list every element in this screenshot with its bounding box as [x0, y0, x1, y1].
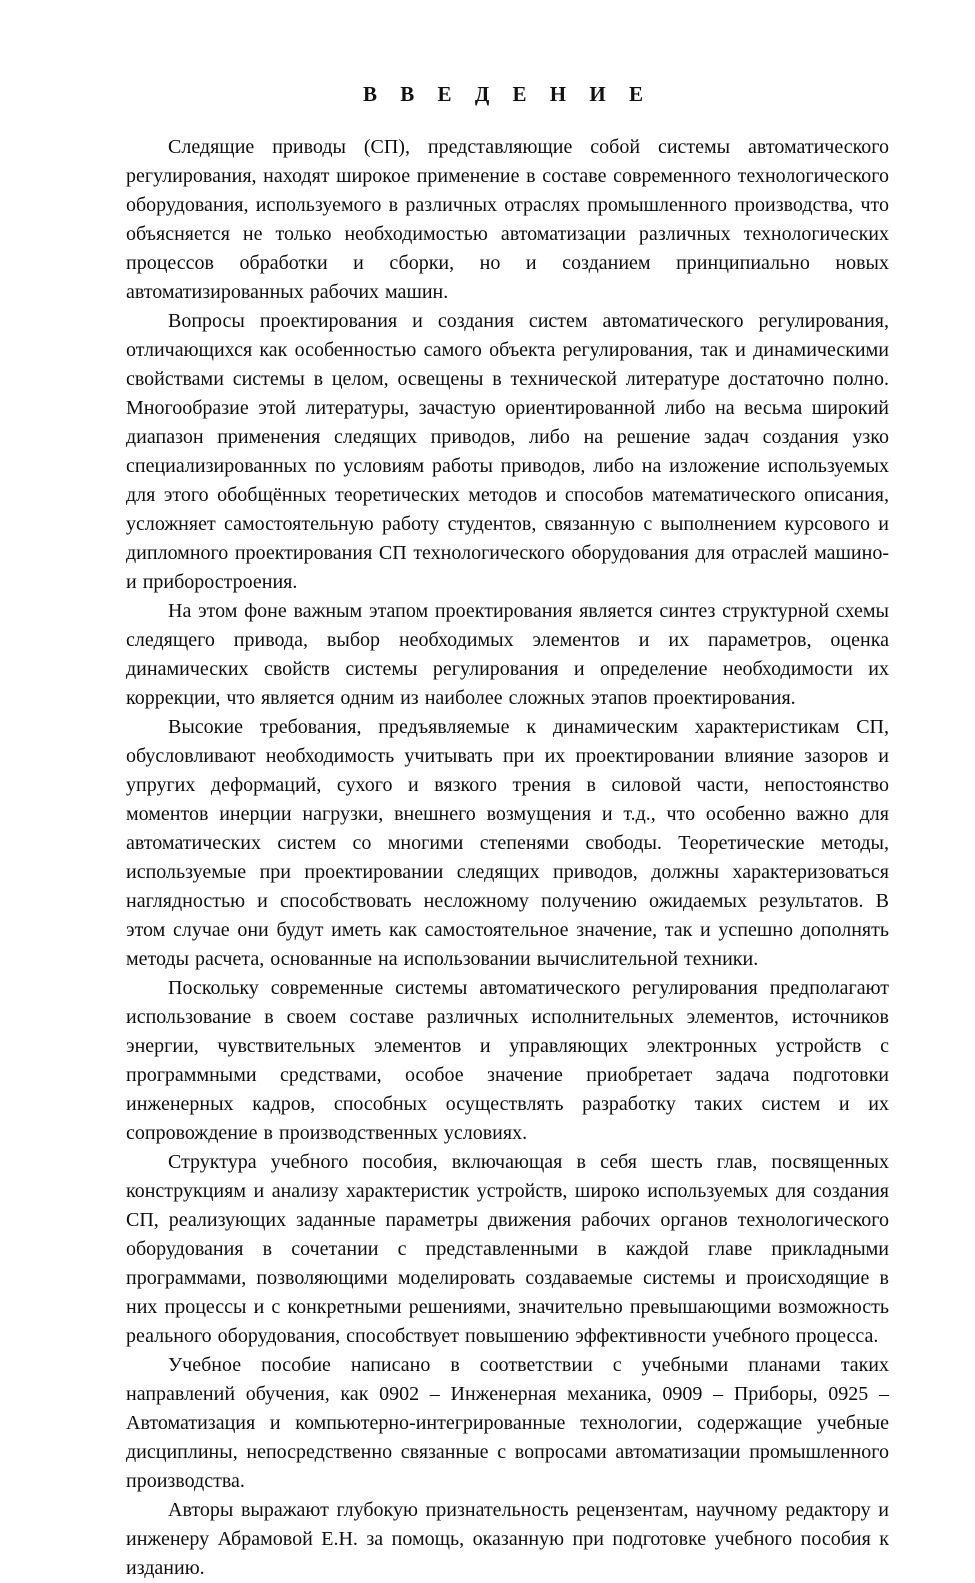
paragraph-high-requirements: Высокие требования, предъявляемые к динамическим характеристикам СП, обусловливают необходимость учитывать при их проектировании влияние зазоров и упругих деформаций, сухого и вязкого трения в силовой части, непостоянство моментов инерции нагрузки, внешнего возмущения и т.д., что особенно важно для автоматических систем со многими степенями свободы. Теоретические методы, используемые при проектировании следящих приводов, должны характеризоваться наглядностью и способствовать несложному получению ожидаемых результатов. В этом случае они будут иметь как самостоятельное значение, так и успешно дополнять методы расчета, основанные на использовании вычислительной техники. [126, 716, 889, 970]
paragraph-synthesis-stage: На этом фоне важным этапом проектирования является синтез структурной схемы следящего привода, выбор необходимых элементов и их параметров, оценка динамических свойств системы регулирования и определение необходимости их коррекции, что является одним из наиболее сложных этапов проектирования. [126, 600, 889, 709]
paragraph-textbook-structure: Структура учебного пособия, включающая в себя шесть глав, посвященных конструкциям и анализу характеристик устройств, широко используемых для создания СП, реализующих заданные параметры движения рабочих органов технологического оборудования в сочетании с представленными в каждой главе прикладными программами, позволяющими моделировать создаваемые системы и происходящие в них процессы и с конкретными решениями, значительно превышающими возможность реального оборудования, способствует повышению эффективности учебного процесса. [126, 1151, 889, 1347]
paragraph-modern-systems: Поскольку современные системы автоматического регулирования предполагают использование в своем составе различных исполнительных элементов, источников энергии, чувствительных элементов и управляющих электронных устройств с программными средствами, особое значение приобретает задача подготовки инженерных кадров, способных осуществлять разработку таких систем и их сопровождение в производственных условиях. [126, 977, 889, 1144]
paragraph-acknowledgements: Авторы выражают глубокую признательность рецензентам, научному редактору и инженеру Абрамовой Е.Н. за помощь, оказанную при подготовке учебного пособия к изданию. [126, 1499, 889, 1579]
paragraph-design-questions: Вопросы проектирования и создания систем автоматического регулирования, отличающихся как особенностью самого объекта регулирования, так и динамическими свойствами системы в целом, освещены в технической литературе достаточно полно. Многообразие этой литературы, зачастую ориентированной либо на весьма широкий диапазон применения следящих приводов, либо на решение задач создания узко специализированных по условиям работы приводов, либо на изложение используемых для этого обобщённых теоретических методов и способов математического описания, усложняет самостоятельную работу студентов, связанную с выполнением курсового и дипломного проектирования СП технологического оборудования для отраслей машино- и приборостроения. [126, 310, 889, 593]
paragraph-curriculum-compliance: Учебное пособие написано в соответствии с учебными планами таких направлений обучения, как 0902 – Инженерная механика, 0909 – Приборы, 0925 – Автоматизация и компьютерно-интегрированные технологии, содержащие учебные дисциплины, непосредственно связанные с вопросами автоматизации промышленного производства. [126, 1354, 889, 1492]
page-title: В В Е Д Е Н И Е [363, 82, 652, 106]
paragraph-intro-servo-drives: Следящие приводы (СП), представляющие собой системы автоматического регулирования, находят широкое применение в составе современного технологического оборудования, используемого в различных отраслях промышленного производства, что объясняется не только необходимостью автоматизации различных технологических процессов обработки и сборки, но и созданием принципиально новых автоматизированных рабочих машин. [126, 136, 889, 303]
